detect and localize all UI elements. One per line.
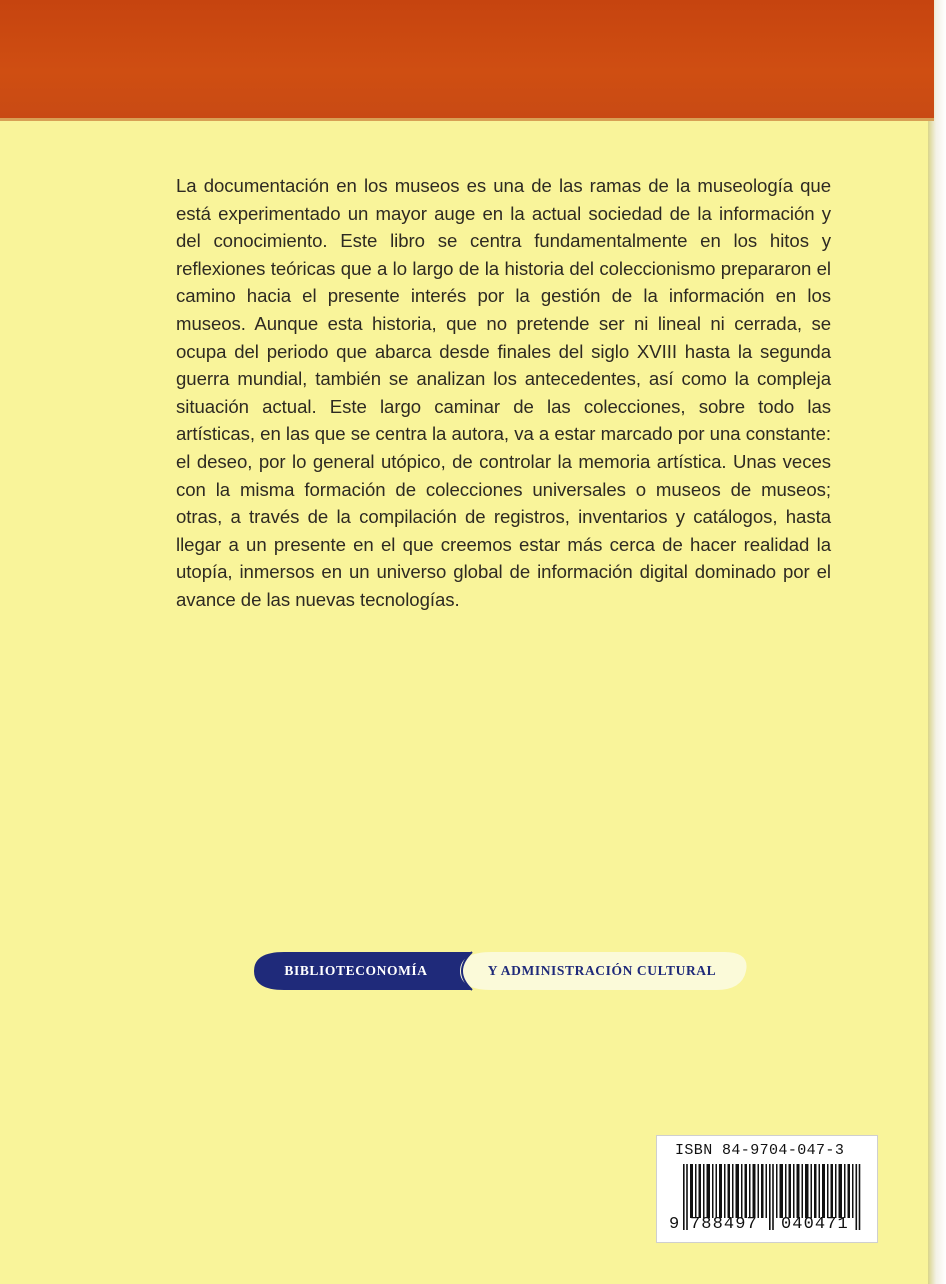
series-label-right: Y ADMINISTRACIÓN CULTURAL xyxy=(487,963,717,978)
top-color-band xyxy=(0,0,934,120)
series-label-left: BIBLIOTECONOMÍA xyxy=(284,963,428,978)
band-divider xyxy=(0,118,934,121)
ean-first-digit: 9 xyxy=(669,1215,680,1234)
series-logo xyxy=(254,950,750,992)
ean-right-group: 040471 xyxy=(781,1215,849,1234)
barcode-label xyxy=(656,1135,878,1243)
back-cover-blurb: La documentación en los museos es una de las ramas de la museología que está experimentado un mayor auge en la actual sociedad de la información y del conocimiento. Este libro se centra fundamentalmente en los hitos y reflexiones teóricas que a lo largo de la historia del coleccionismo prepararon el camino hacia el presente interés por la gestión de la información en los museos. Aunque esta historia, que no pretende ser ni lineal ni cerrada, se ocupa del periodo que abarca desde finales del siglo XVIII hasta la segunda guerra mundial, también se analizan los antecedentes, así como la compleja situación actual. Este largo caminar de las colecciones, sobre todo las artísticas, en las que se centra la autora, va a estar marcado por una constante: el deseo, por lo general utópico, de controlar la memoria artística. Unas veces con la misma formación de colecciones universales o museos de museos; otras, a través de la compilación de registros, inventarios y catálogos, hasta llegar a un presente en el que creemos estar más cerca de hacer realidad la utopía, inmersos en un universo global de información digital dominado por el avance de las nuevas tecnologías. xyxy=(176,175,831,610)
cover-edge xyxy=(928,0,946,1284)
isbn-text: ISBN 84-9704-047-3 xyxy=(675,1142,845,1159)
ean-left-group: 788497 xyxy=(690,1215,758,1234)
